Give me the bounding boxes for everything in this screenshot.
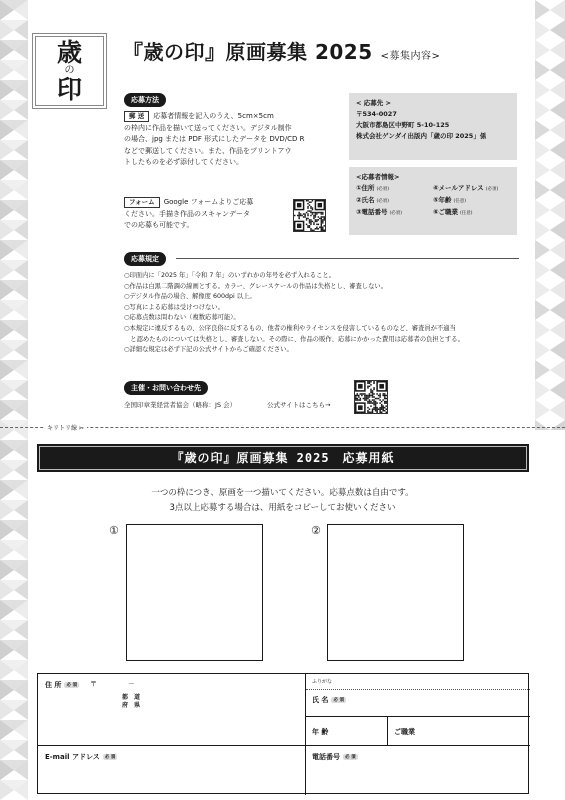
required-badge: 必 須 bbox=[66, 683, 78, 688]
postal-mark: 〒 bbox=[90, 680, 97, 688]
applicant-item: ①住所 (必須) bbox=[356, 184, 390, 192]
logo-char-bottom: 印 bbox=[56, 75, 82, 104]
mail-line-1: の枠内に作品を描いて送ってください。デジタル制作 bbox=[124, 123, 292, 132]
logo-char-mid: の bbox=[64, 65, 75, 76]
rule-item: ○本規定に違反するもの、公序良俗に反するもの、他者の権利やライセンスを侵害しているものなど、審査員が不適当 bbox=[124, 324, 456, 332]
page-title bbox=[123, 36, 440, 65]
mail-line-0: 応募者情報を記入のうえ、5cm×5cm bbox=[153, 112, 274, 120]
required-badge: 必 須 bbox=[104, 755, 116, 760]
organizer-name: 全国印章業経営者協会（略称：JS 会） bbox=[124, 401, 237, 409]
rule-item: ○詳細な規定は必ず下記の公式サイトからご確認ください。 bbox=[124, 346, 293, 354]
form-line-2: での応募も可能です。 bbox=[124, 221, 194, 230]
rule-item: ○写真による応募は受けつけない。 bbox=[124, 303, 224, 311]
destination-address: 大阪市都島区中野町 5-10-125 bbox=[356, 121, 450, 129]
form-tag: フォーム bbox=[124, 197, 160, 208]
mail-line-2: の場合、jpg または PDF 形式にしたデータを DVD/CD R bbox=[124, 135, 305, 144]
applicant-item: ③電話番号 (必須) bbox=[356, 208, 403, 216]
drawing-frame-2[interactable] bbox=[327, 524, 464, 661]
form-banner bbox=[37, 444, 529, 472]
frame-1-number: ① bbox=[109, 524, 119, 537]
frame-2-number: ② bbox=[311, 524, 321, 537]
official-site-qr-icon[interactable] bbox=[354, 380, 388, 414]
phone-label: 電話番号 必 須 bbox=[312, 753, 356, 761]
official-site-link[interactable]: 公式サイトはこちら→ bbox=[267, 401, 331, 409]
email-label: E-mail アドレス 必 須 bbox=[45, 753, 116, 761]
organizer-heading: 主催・お問い合わせ先 bbox=[124, 381, 208, 395]
rule-item: ○作品は白黒二階調の線画とする。カラー、グレースケールの作品は失格とし、審査しない。 bbox=[124, 282, 387, 290]
triangle-pattern-left bbox=[0, 0, 28, 800]
destination-company: 株式会社ゲンダイ出版内「歳の印 2025」係 bbox=[356, 132, 487, 140]
rule-item: ○応募点数は問わない（複数応募可能）。 bbox=[124, 314, 240, 322]
postal-dash: － bbox=[128, 680, 135, 688]
form-banner-title: 『歳の印』原画募集 2025 応募用紙 bbox=[39, 446, 527, 470]
job-label: ご職業 bbox=[394, 728, 415, 736]
logo-char-top: 歳 bbox=[56, 38, 82, 67]
form-intro-1: 一つの枠につき、原画を一つ描いてください。応募点数は自由です。 bbox=[151, 488, 414, 498]
destination-postal: 〒534-0027 bbox=[356, 110, 397, 118]
mail-section bbox=[124, 111, 305, 169]
applicant-info-heading: <応募者情報> bbox=[356, 173, 400, 181]
form-intro-2: 3点以上応募する場合は、用紙をコピーしてお使いください bbox=[169, 503, 396, 513]
rules-divider bbox=[176, 258, 519, 259]
destination-box bbox=[349, 93, 517, 160]
todofuken-label-1: 都 道 bbox=[122, 694, 141, 701]
triangle-pattern-right bbox=[535, 0, 565, 430]
age-label: 年 齢 bbox=[312, 728, 329, 736]
applicant-item: ④メールアドレス (必須) bbox=[433, 184, 499, 192]
applicant-item: ⑤年齢 (任意) bbox=[433, 196, 467, 204]
applicant-item: ⑥ご職業 (任意) bbox=[433, 208, 473, 216]
destination-heading: < 応募先 > bbox=[356, 99, 391, 107]
apply-heading: 応募方法 bbox=[124, 93, 166, 107]
form-section bbox=[124, 197, 253, 232]
mail-tag: 郵 送 bbox=[124, 111, 149, 122]
mail-line-4: トしたものを必ず添付してください。 bbox=[124, 158, 243, 167]
applicant-item: ②氏名 (必須) bbox=[356, 196, 390, 204]
page-subtitle: <募集内容> bbox=[380, 51, 441, 62]
rules-list bbox=[124, 271, 464, 356]
rule-item: と認めたものについては失格とし、審査しない。その際に、作品の販作、応募にかかった費用は応募者の負担とする。 bbox=[124, 335, 464, 343]
required-badge: 必 須 bbox=[333, 698, 345, 703]
name-label: 氏 名 必 須 bbox=[312, 696, 345, 704]
furigana-label: ふりがな bbox=[312, 679, 333, 685]
cut-label: キリトリ線 ✂ bbox=[44, 423, 87, 432]
form-line-0: Google フォームよりご応募 bbox=[163, 198, 254, 206]
furigana-field[interactable] bbox=[306, 674, 530, 690]
applicant-info-box bbox=[349, 167, 517, 235]
form-line-1: ください。手描き作品のスキャンデータ bbox=[124, 209, 250, 218]
page-title-text: 『歳の印』原画募集 2025 bbox=[123, 40, 373, 64]
rule-item: ○デジタル作品の場合、解像度 600dpi 以上。 bbox=[124, 293, 256, 301]
address-label: 住 所 必 須 bbox=[45, 681, 78, 689]
drawing-frame-1[interactable] bbox=[126, 524, 263, 661]
mail-line-3: などで郵送してください。また、作品をプリントアウ bbox=[124, 146, 292, 155]
rule-item: ○印面内に「2025 年」「令和 7 年」のいずれかの年号を必ず入れること。 bbox=[124, 272, 335, 279]
google-form-qr-icon[interactable] bbox=[293, 199, 326, 232]
todofuken-label-2: 府 県 bbox=[122, 702, 141, 709]
logo bbox=[32, 33, 107, 109]
required-badge: 必 須 bbox=[345, 755, 356, 760]
rules-heading: 応募規定 bbox=[124, 252, 166, 266]
applicant-form bbox=[37, 673, 529, 794]
